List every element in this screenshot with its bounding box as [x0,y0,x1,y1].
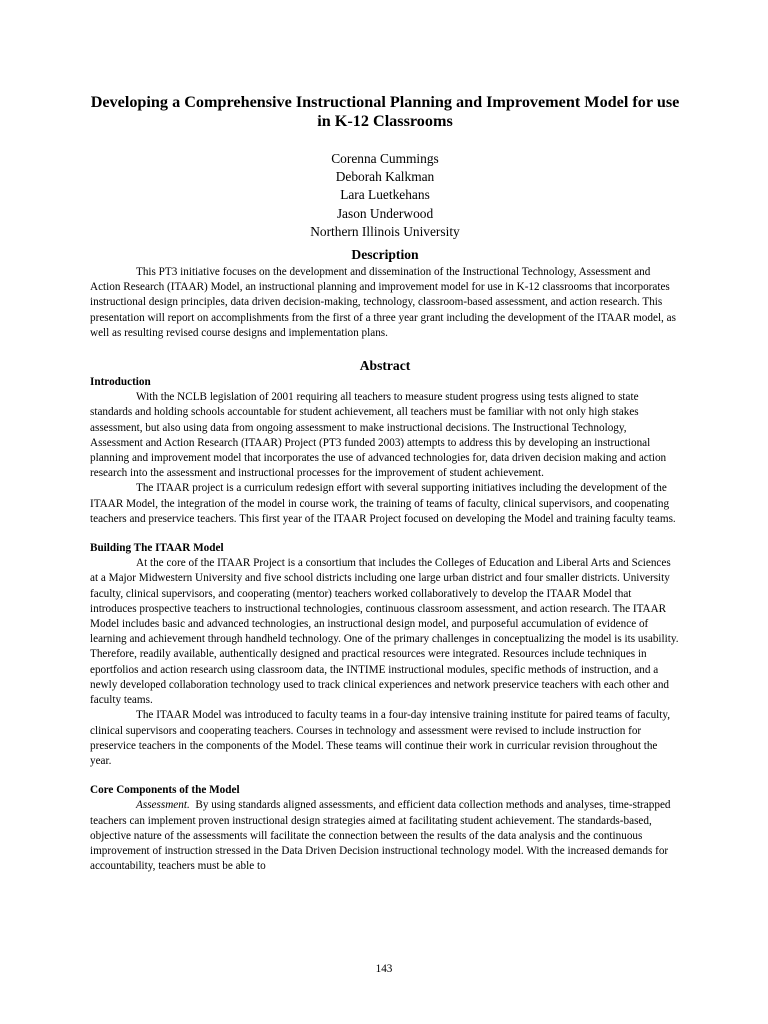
description-paragraph: This PT3 initiative focuses on the development and dissemination of the Instructional Technology, Assessment and Action Research (ITAAR) Model, an instructional planning and improvement model for use in K-12 classrooms that incorporates instructional design principles, data driven decision-making, technology, classroom-based assessment, and action research. This presentation will report on accomplishments from the first of a three year grant including the development of the ITAAR model, as well as resulting revised course designs and implementation plans. [90,266,676,339]
core-components-paragraph [90,798,680,874]
paper-title: Developing a Comprehensive Instructional Planning and Improvement Model for use in K-12 Classrooms [90,93,680,130]
building-model-heading: Building The ITAAR Model [90,542,224,555]
introduction-paragraph: The ITAAR project is a curriculum redesign effort with several supporting initiatives including the development of the ITAAR Model, the integration of the model in course work, the training of teams of faculty, clinical supervisors, and coopenating teachers and preservice teachers. This first year of the ITAAR Project focused on developing the Model and training faculty teams. [90,482,676,525]
description-heading: Description [351,247,419,263]
affiliation: Northern Illinois University [310,223,460,239]
author-name: Jason Underwood [336,205,434,221]
abstract-heading: Abstract [359,358,411,374]
author-block [90,150,680,241]
author-name: Lara Luetkehans [340,187,430,203]
introduction-heading: Introduction [90,376,151,389]
page-number: 143 [375,963,393,975]
introduction-paragraph: With the NCLB legislation of 2001 requiring all teachers to measure student progress using tests aligned to state standards and holding schools accountable for student achievement, all teachers must be familiar with not only high stakes assessment, but also using data from ongoing assessment to make instructional decisions. The Instructional Technology, Assessment and Action Research (ITAAR) Project (PT3 funded 2003) attempts to address this by developing an instructional planning and improvement model that incorporates the use of advanced technologies for, data driven decision making and action research into the assessment and instructional processes for the improvement of student achievement. [90,391,667,480]
building-model-paragraph: At the core of the ITAAR Project is a consortium that includes the Colleges of Education and Liberal Arts and Sciences at a Major Midwestern University and five school districts including one large urban district and four smaller districts. University faculty, clinical supervisors, and cooperating (mentor) teachers worked collaboratively to develop the ITAAR Model that introduces prospective teachers to instructional technologies, continuous classroom assessment, and action research. The ITAAR Model includes basic and advanced technologies, an instructional design model, and purposeful accumulation of evidence of learning and achievement through handheld technology. One of the primary challenges in conceptualizing the model is its usability. Therefore, readily available, authentically designed and practical resources were integrated. Resources include techniques in eportfolios and action research using classroom data, the INTIME instructional modules, specific methods of instruction, and a newly developed collaboration technology used to track clinical experiences and network preservice teachers with each other and faculty teams. [90,557,679,707]
building-model-paragraph: The ITAAR Model was introduced to faculty teams in a four-day intensive training institute for paired teams of faculty, clinical supervisors and cooperating teachers. Courses in technology and assessment were revised to include instruction for preservice teachers in the components of the Model. These teams will continue their work in curricular revision throughout the year. [90,709,671,767]
core-components-heading: Core Components of the Model [90,784,240,797]
author-name: Corenna Cummings [331,151,439,166]
assessment-lead-term: Assessment. [136,799,190,812]
author-name: Deborah Kalkman [335,169,435,185]
assessment-text: By using standards aligned assessments, and efficient data collection methods and analyses, time-strapped teachers can implement proven instructional design strategies aimed at facilitating student achievement. The standards-based, objective nature of the assessments will facilitate the connection between the results of the data analysis and the continuous improvement of instruction stressed in the Data Driven Decision instructional technology model. With the increased demands for accountability, teachers must be able to [90,799,671,873]
